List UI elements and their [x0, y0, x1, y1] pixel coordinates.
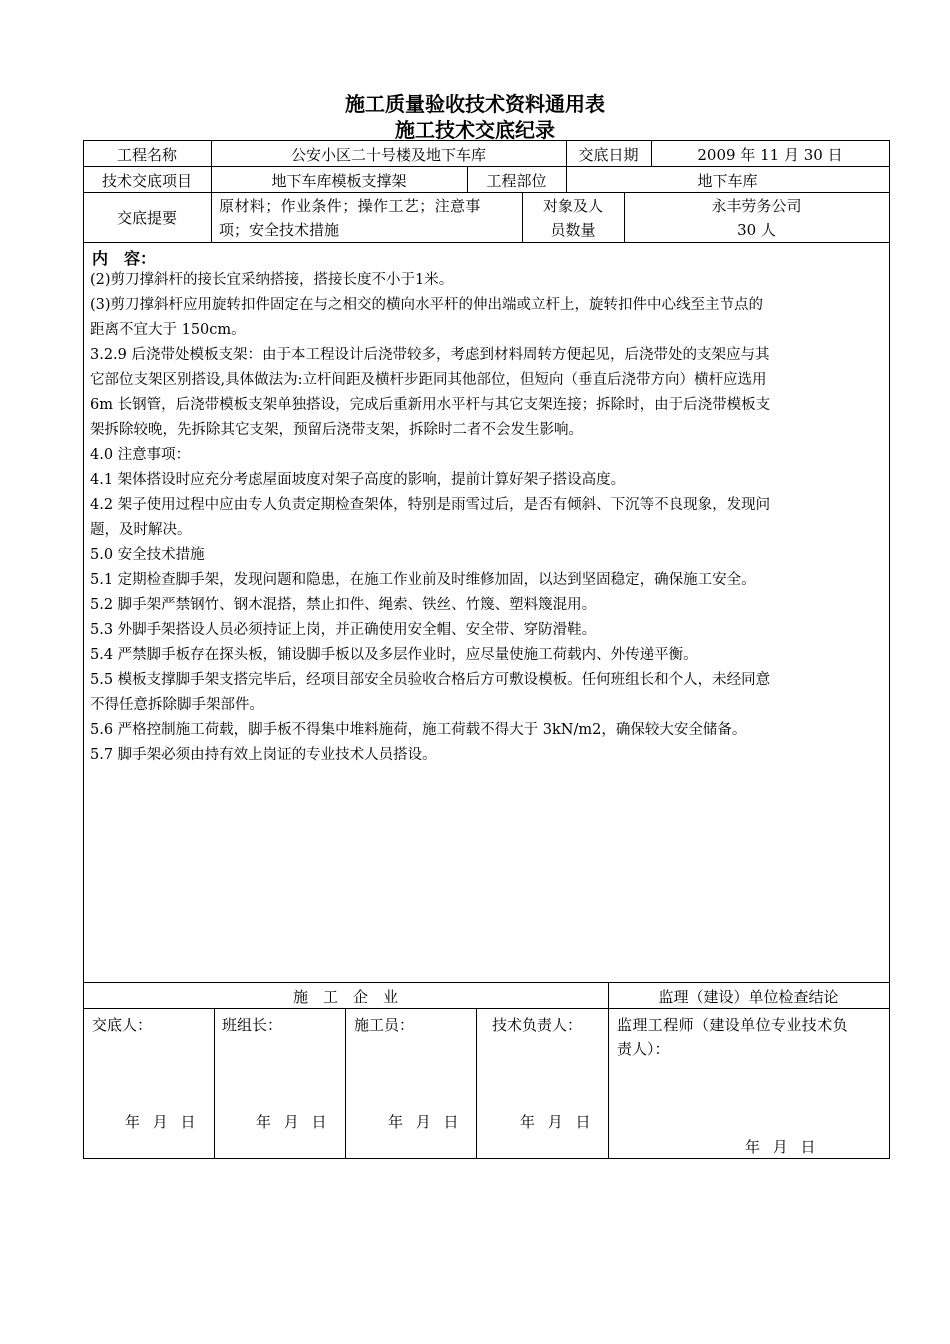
content-line: 4.1 架体搭设时应充分考虑屋面坡度对架子高度的影响，提前计算好架子搭设高度。 — [90, 472, 626, 488]
content-line: (2)剪刀撑斜杆的接长宜采纳搭接，搭接长度不小于1米。 — [90, 272, 454, 288]
supervisor-label-line-2: 责人）： — [617, 1040, 670, 1058]
tech-lead-label: 技术负责人： — [492, 1016, 583, 1034]
date-label: 交底日期 — [578, 146, 639, 164]
project-name-label: 工程名称 — [116, 146, 177, 164]
location-label: 工程部位 — [486, 172, 547, 190]
summary-line-1: 原材料；作业条件；操作工艺；注意事 — [219, 197, 481, 215]
content-line: 5.3 外脚手架搭设人员必须持证上岗，并正确使用安全帽、安全带、穿防滑鞋。 — [90, 622, 597, 638]
company-section-label: 施 工 企 业 — [292, 988, 398, 1006]
content-line: 4.2 架子使用过程中应由专人负责定期检查架体，特别是雨雪过后，是否有倾斜、下沉等不良现象，发现问 — [90, 497, 771, 513]
content-line: 题，及时解决。 — [90, 522, 192, 538]
team-leader-date: 年 月 日 — [256, 1113, 331, 1131]
content-line: 5.7 脚手架必须由持有效上岗证的专业技术人员搭设。 — [90, 747, 437, 763]
target-label-line-2: 员数量 — [550, 221, 596, 239]
document-title: 施工质量验收技术资料通用表 — [345, 92, 605, 116]
constructor-label: 施工员： — [354, 1016, 415, 1034]
summary-label: 交底提要 — [116, 209, 177, 227]
content-line: (3)剪刀撑斜杆应用旋转扣件固定在与之相交的横向水平杆的伸出端或立杆上，旋转扣件中心线至主节点的 — [90, 297, 764, 313]
tech-lead-date: 年 月 日 — [520, 1113, 595, 1131]
item-value: 地下车库模板支撑架 — [271, 172, 407, 190]
location-value: 地下车库 — [697, 172, 758, 190]
content-line: 3.2.9 后浇带处模板支架：由于本工程设计后浇带较多，考虑到材料周转方便起见，后浇带处的支架应与其 — [90, 347, 770, 363]
content-line: 5.5 模板支撑脚手架支搭完毕后，经项目部安全员验收合格后方可敷设模板。任何班组长和个人，未经同意 — [90, 672, 771, 688]
target-label-line-1: 对象及人 — [542, 197, 603, 215]
team-leader-label: 班组长： — [222, 1016, 283, 1034]
content-line: 6m 长钢管，后浇带模板支架单独搭设，完成后重新用水平杆与其它支架连接；拆除时，由于后浇带模板支 — [90, 397, 771, 413]
supervisor-date: 年 月 日 — [745, 1138, 820, 1156]
supervisor-label-line-1: 监理工程师（建设单位专业技术负 — [617, 1016, 849, 1034]
document-subtitle: 施工技术交底纪录 — [395, 118, 555, 142]
presenter-label: 交底人： — [92, 1016, 153, 1034]
content-line: 5.6 严格控制施工荷载，脚手板不得集中堆料施荷，施工荷载不得大于 3kN/m2，确保较大安全储备。 — [90, 722, 747, 738]
date-value: 2009 年 11 月 30 日 — [697, 146, 843, 164]
content-line: 5.4 严禁脚手板存在探头板，铺设脚手板以及多层作业时，应尽量使施工荷载内、外传递平衡。 — [90, 647, 698, 663]
content-line: 它部位支架区别搭设,具体做法为:立杆间距及横杆步距同其他部位，但短向（垂直后浇带方向）横杆应选用 — [90, 372, 767, 388]
content-line: 4.0 注意事项： — [90, 447, 191, 463]
target-line-1: 永丰劳务公司 — [711, 197, 802, 215]
content-line: 架拆除较晚，先拆除其它支架，预留后浇带支架，拆除时二者不会发生影响。 — [90, 422, 583, 438]
content-label: 内 容： — [92, 249, 157, 268]
content-line: 5.2 脚手架严禁钢竹、钢木混搭，禁止扣件、绳索、铁丝、竹篾、塑料篾混用。 — [90, 597, 597, 613]
project-name-value: 公安小区二十号楼及地下车库 — [290, 146, 486, 164]
content-line: 5.0 安全技术措施 — [90, 547, 205, 563]
presenter-date: 年 月 日 — [125, 1113, 200, 1131]
item-label: 技术交底项目 — [101, 172, 192, 190]
content-line: 5.1 定期检查脚手架，发现问题和隐患，在施工作业前及时维修加固，以达到坚固稳定，确保施工安全。 — [90, 572, 756, 588]
supervision-section-label: 监理（建设）单位检查结论 — [658, 988, 839, 1006]
constructor-date: 年 月 日 — [388, 1113, 463, 1131]
target-line-2: 30 人 — [737, 221, 776, 239]
content-line: 不得任意拆除脚手架部件。 — [90, 697, 264, 713]
content-line: 距离不宜大于 150cm。 — [90, 322, 246, 338]
summary-line-2: 项；安全技术措施 — [219, 221, 340, 239]
